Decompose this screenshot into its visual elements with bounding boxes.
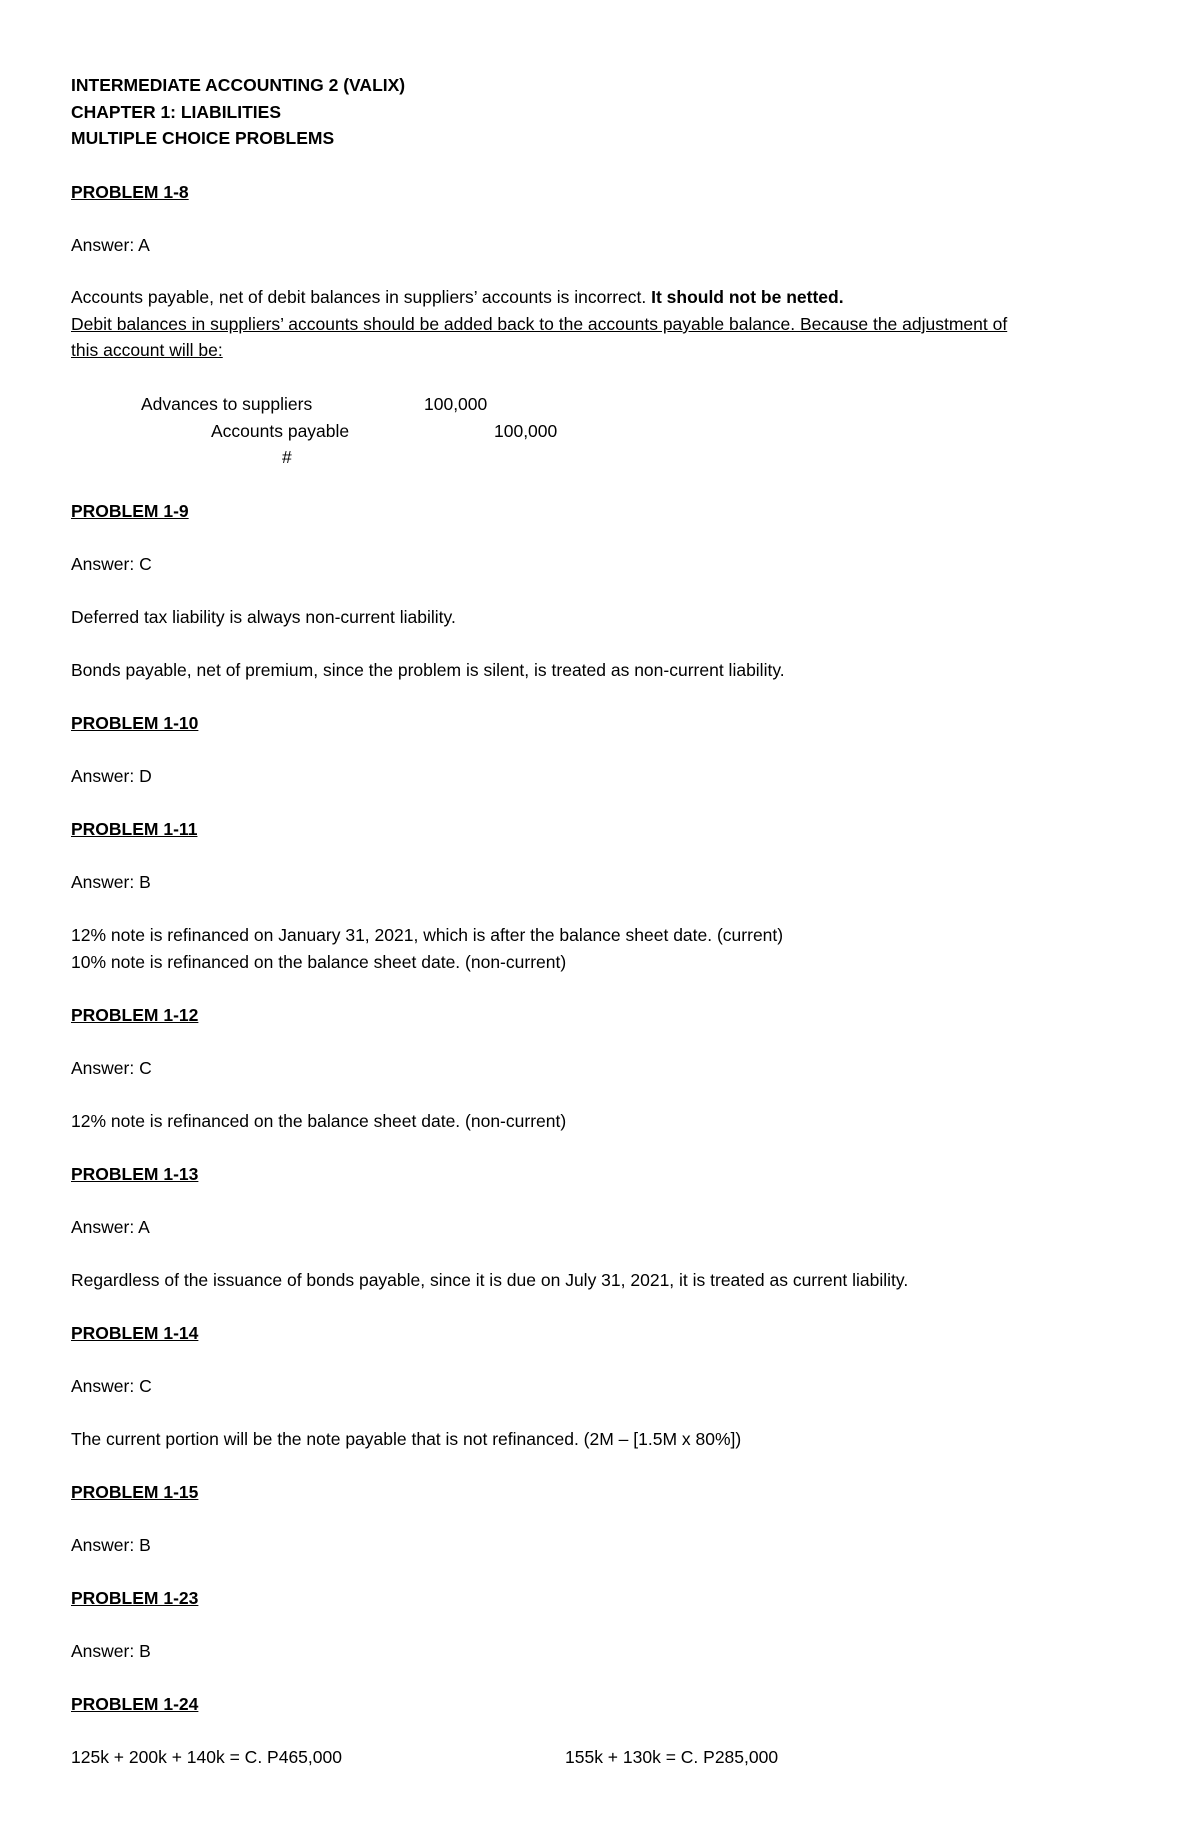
problem-1-8-text-1: [71, 286, 844, 308]
problem-1-11-text-1: 12% note is refinanced on January 31, 2021, which is after the balance sheet date. (current): [71, 925, 784, 945]
journal-mark: #: [282, 447, 292, 467]
problem-1-11-heading: PROBLEM 1-11: [71, 819, 198, 839]
problem-1-9-text-2: Bonds payable, net of premium, since the problem is silent, is treated as non-current liability.: [71, 660, 785, 680]
journal-credit-account: Accounts payable: [211, 421, 350, 441]
problem-1-15-heading: PROBLEM 1-15: [71, 1482, 199, 1502]
problem-1-12-answer: Answer: C: [71, 1058, 152, 1078]
journal-credit-amount: 100,000: [494, 421, 558, 441]
problem-1-11-text-2: 10% note is refinanced on the balance sheet date. (non-current): [71, 952, 567, 972]
problem-1-24-calc-2: 155k + 130k = C. P285,000: [565, 1747, 779, 1767]
problem-1-14-text-1: The current portion will be the note payable that is not refinanced. (2M – [1.5M x 80%]): [71, 1429, 742, 1449]
problem-1-11-answer: Answer: B: [71, 872, 151, 892]
problem-1-13-heading: PROBLEM 1-13: [71, 1164, 199, 1184]
journal-debit-account: Advances to suppliers: [141, 394, 313, 414]
problem-1-8-heading: PROBLEM 1-8: [71, 182, 189, 202]
problem-1-9-heading: PROBLEM 1-9: [71, 501, 189, 521]
problem-1-13-text-1: Regardless of the issuance of bonds payable, since it is due on July 31, 2021, it is treated as current liability.: [71, 1270, 909, 1290]
problem-1-8-text-1a: Accounts payable, net of debit balances in suppliers’ accounts is incorrect.: [71, 287, 652, 307]
problem-1-13-answer: Answer: A: [71, 1217, 150, 1237]
problem-1-12-heading: PROBLEM 1-12: [71, 1005, 199, 1025]
document-title: INTERMEDIATE ACCOUNTING 2 (VALIX): [71, 75, 406, 95]
problem-1-8-text-1b: It should not be netted.: [651, 287, 844, 307]
problem-1-24-calc-1: 125k + 200k + 140k = C. P465,000: [71, 1747, 342, 1767]
problem-1-8-answer: Answer: A: [71, 235, 150, 255]
section-title: MULTIPLE CHOICE PROBLEMS: [71, 128, 335, 148]
problem-1-23-heading: PROBLEM 1-23: [71, 1588, 199, 1608]
chapter-title: CHAPTER 1: LIABILITIES: [71, 102, 282, 122]
problem-1-8-text-3: this account will be:: [71, 340, 223, 360]
problem-1-10-answer: Answer: D: [71, 766, 152, 786]
problem-1-10-heading: PROBLEM 1-10: [71, 713, 199, 733]
problem-1-12-text-1: 12% note is refinanced on the balance sheet date. (non-current): [71, 1111, 567, 1131]
problem-1-14-heading: PROBLEM 1-14: [71, 1323, 199, 1343]
problem-1-23-answer: Answer: B: [71, 1641, 151, 1661]
problem-1-14-answer: Answer: C: [71, 1376, 152, 1396]
problem-1-9-text-1: Deferred tax liability is always non-current liability.: [71, 607, 456, 627]
problem-1-8-text-2: Debit balances in suppliers’ accounts should be added back to the accounts payable balance. Because the adjustment of: [71, 314, 1008, 334]
problem-1-24-heading: PROBLEM 1-24: [71, 1694, 199, 1714]
journal-debit-amount: 100,000: [424, 394, 488, 414]
problem-1-9-answer: Answer: C: [71, 554, 152, 574]
problem-1-15-answer: Answer: B: [71, 1535, 151, 1555]
